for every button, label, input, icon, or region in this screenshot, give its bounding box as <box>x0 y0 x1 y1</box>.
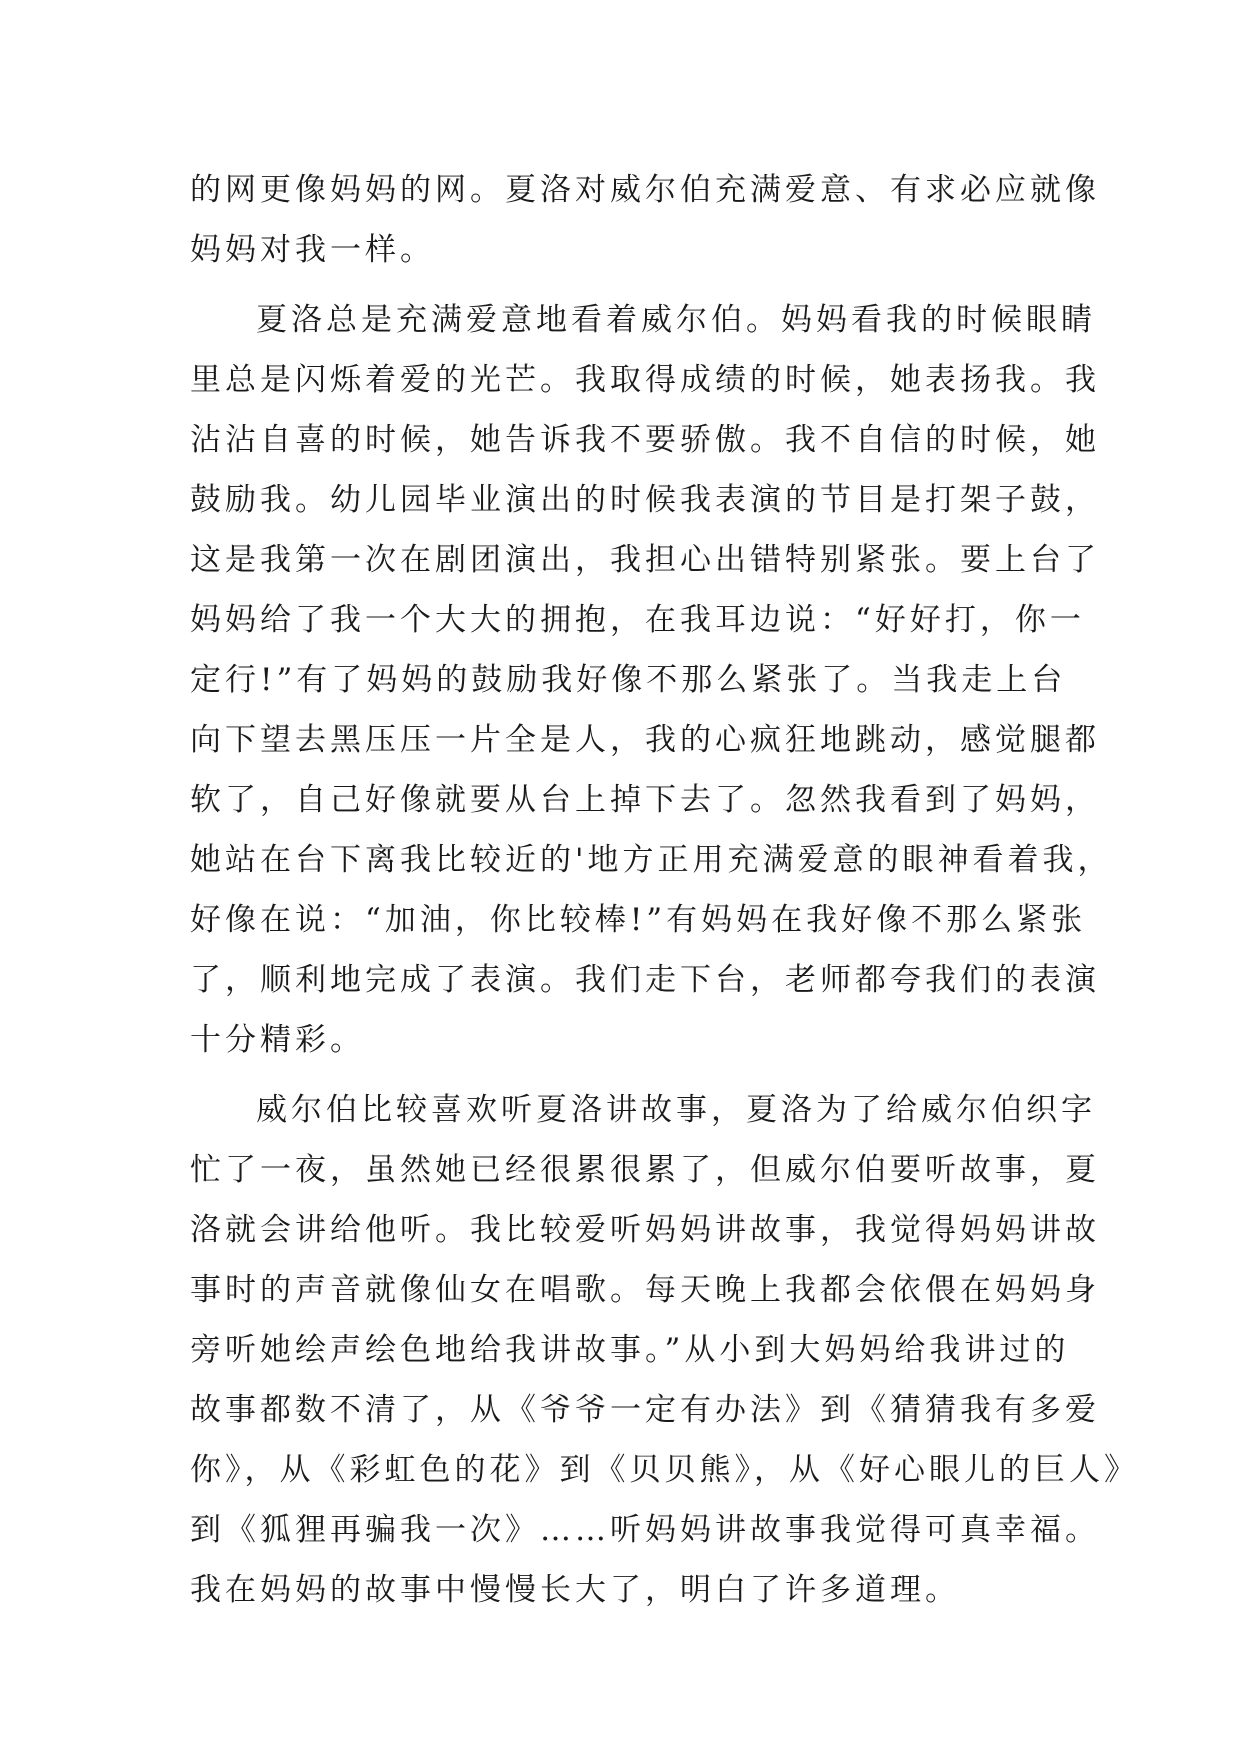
body-text <box>190 160 1139 1620</box>
text-line: 向下望去黑压压一片全是人，我的心疯狂地跳动，感觉腿都 <box>190 722 1100 758</box>
text-line: 你》，从《彩虹色的花》到《贝贝熊》，从《好心眼儿的巨人》 <box>190 1452 1139 1488</box>
text-line: 威尔伯比较喜欢听夏洛讲故事，夏洛为了给威尔伯织字 <box>256 1092 1096 1128</box>
paragraph-1 <box>190 160 1100 280</box>
text-line: 我在妈妈的故事中慢慢长大了，明白了许多道理。 <box>190 1572 960 1608</box>
paragraph-3 <box>190 1080 1139 1620</box>
text-line: 事时的声音就像仙女在唱歌。每天晚上我都会依偎在妈妈身 <box>190 1272 1100 1308</box>
text-line: 她站在台下离我比较近的'地方正用充满爱意的眼神看着我， <box>190 842 1113 878</box>
text-line: 定行!”有了妈妈的鼓励我好像不那么紧张了。当我走上台 <box>190 662 1067 698</box>
text-line: 十分精彩。 <box>190 1022 365 1058</box>
paragraph-spacer <box>190 1070 1070 1080</box>
text-line: 鼓励我。幼儿园毕业演出的时候我表演的节目是打架子鼓， <box>190 482 1100 518</box>
text-line: 这是我第一次在剧团演出，我担心出错特别紧张。要上台了 <box>190 542 1100 578</box>
text-line: 夏洛总是充满爱意地看着威尔伯。妈妈看我的时候眼睛 <box>256 302 1096 338</box>
text-line: 忙了一夜，虽然她已经很累很累了，但威尔伯要听故事，夏 <box>190 1152 1100 1188</box>
text-line: 好像在说：“加油，你比较棒!”有妈妈在我好像不那么紧张 <box>190 902 1087 938</box>
text-line: 旁听她绘声绘色地给我讲故事。”从小到大妈妈给我讲过的 <box>190 1332 1070 1368</box>
paragraph-2 <box>190 290 1113 1070</box>
text-line: 故事都数不清了，从《爷爷一定有办法》到《猜猜我有多爱 <box>190 1392 1100 1428</box>
text-line: 妈妈对我一样。 <box>190 232 435 268</box>
paragraph-spacer <box>190 280 1070 290</box>
text-line: 妈妈给了我一个大大的拥抱，在我耳边说：“好好打，你一 <box>190 602 1085 638</box>
text-line: 沾沾自喜的时候，她告诉我不要骄傲。我不自信的时候，她 <box>190 422 1100 458</box>
text-line: 到《狐狸再骗我一次》……听妈妈讲故事我觉得可真幸福。 <box>190 1512 1100 1548</box>
text-line: 的网更像妈妈的网。夏洛对威尔伯充满爱意、有求必应就像 <box>190 172 1100 208</box>
text-line: 了，顺利地完成了表演。我们走下台，老师都夸我们的表演 <box>190 962 1100 998</box>
text-line: 里总是闪烁着爱的光芒。我取得成绩的时候，她表扬我。我 <box>190 362 1100 398</box>
text-line: 软了，自己好像就要从台上掉下去了。忽然我看到了妈妈， <box>190 782 1100 818</box>
text-line: 洛就会讲给他听。我比较爱听妈妈讲故事，我觉得妈妈讲故 <box>190 1212 1100 1248</box>
